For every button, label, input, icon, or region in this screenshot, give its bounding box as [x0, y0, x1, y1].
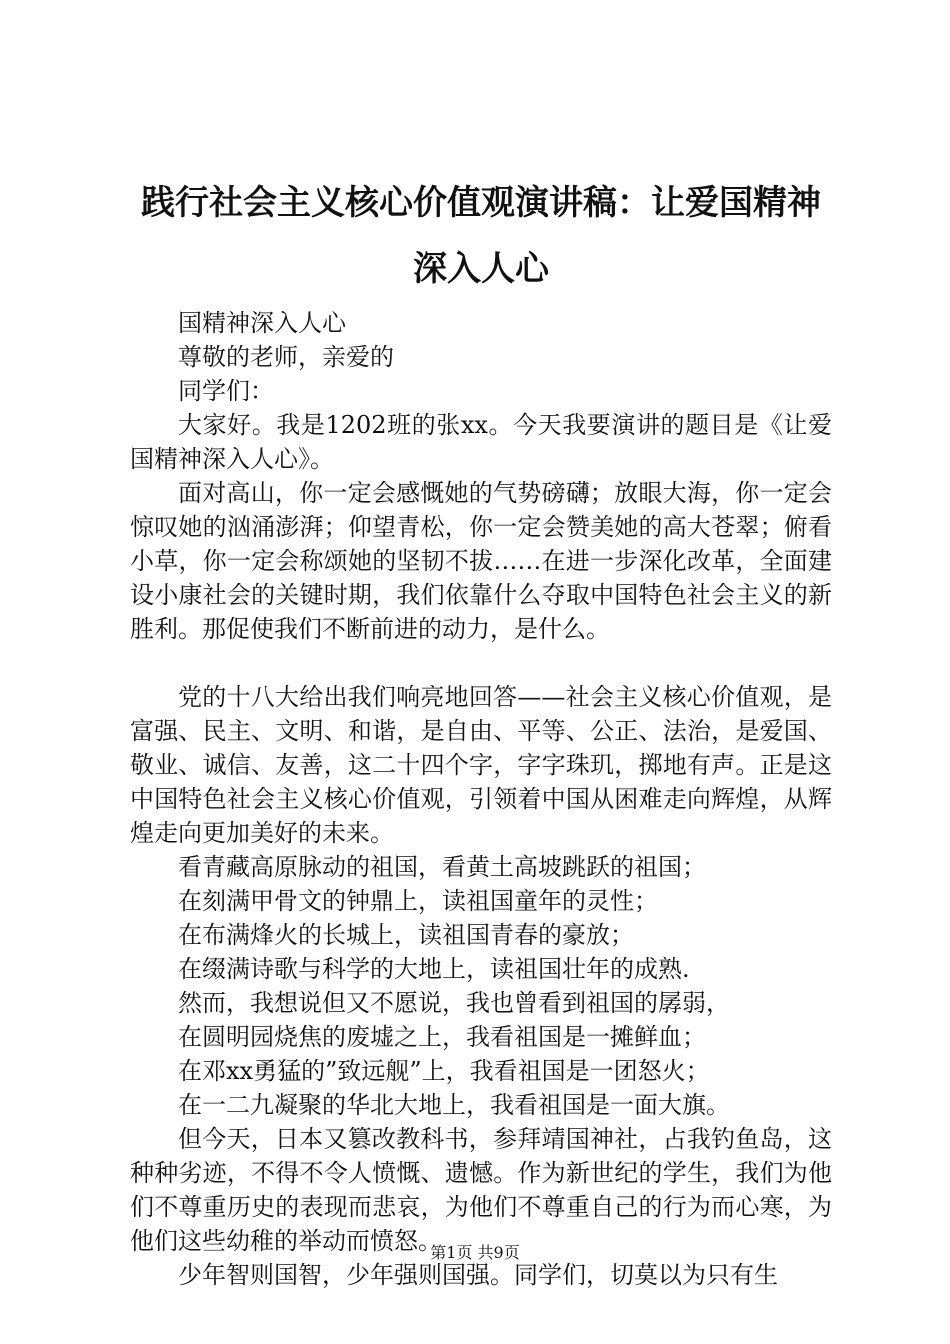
paragraph-13: 在邓xx勇猛的”致远舰”上，我看祖国是一团怒火；	[178, 1057, 710, 1085]
document-title: 践行社会主义核心价值观演讲稿：让爱国精神深入人心	[141, 183, 821, 289]
paragraph-16: 少年智则国智，少年强则国强。同学们，切莫以为只有生	[178, 1261, 778, 1289]
paragraph-10: 在缀满诗歌与科学的大地上，读祖国壮年的成熟.	[178, 955, 690, 983]
paragraph-15: 但今天，日本又篡改教科书，参拜靖国神社，占我钓鱼岛，这种种劣迹，不得不令人愤慨、遗憾。作为新世纪的学生，我们为他们不尊重历史的表现而悲哀，为他们不尊重自己的行为而心寒，为他们这些幼稚的举动而愤怒。	[130, 1125, 832, 1255]
paragraph-2: 尊敬的老师，亲爱的	[178, 343, 394, 371]
paragraph-11: 然而，我想说但又不愿说，我也曾看到祖国的孱弱，	[178, 989, 730, 1017]
paragraph-6: 党的十八大给出我们响亮地回答——社会主义核心价值观，是富强、民主、文明、和谐，是自由、平等、公正、法治，是爱国、敬业、诚信、友善，这二十四个字，字字珠玑，掷地有声。正是这中国特色社会主义核心价值观，引领着中国从困难走向辉煌，从辉煌走向更加美好的未来。	[130, 683, 832, 847]
paragraph-8: 在刻满甲骨文的钟鼎上，读祖国童年的灵性；	[178, 887, 658, 915]
page-footer: 第1页 共9页	[430, 1243, 520, 1262]
paragraph-7: 看青藏高原脉动的祖国，看黄土高坡跳跃的祖国；	[178, 853, 706, 881]
paragraph-14: 在一二九凝聚的华北大地上，我看祖国是一面大旗。	[178, 1091, 730, 1119]
paragraph-5: 面对高山，你一定会感慨她的气势磅礴；放眼大海，你一定会惊叹她的汹涌澎湃；仰望青松，你一定会赞美她的高大苍翠；俯看小草，你一定会称颂她的坚韧不拔……在进一步深化改革，全面建设小康社会的关键时期，我们依靠什么夺取中国特色社会主义的新胜利。那促使我们不断前进的动力，是什么。	[130, 479, 832, 643]
paragraph-4: 大家好。我是1202班的张xx。今天我要演讲的题目是《让爱国精神深入人心》。	[130, 411, 832, 473]
paragraph-9: 在布满烽火的长城上，读祖国青春的豪放；	[178, 921, 634, 949]
paragraph-12: 在圆明园烧焦的废墟之上，我看祖国是一摊鲜血；	[178, 1023, 706, 1051]
paragraph-1: 国精神深入人心	[178, 309, 346, 337]
document-page	[130, 170, 832, 1292]
paragraph-3: 同学们：	[178, 377, 274, 405]
